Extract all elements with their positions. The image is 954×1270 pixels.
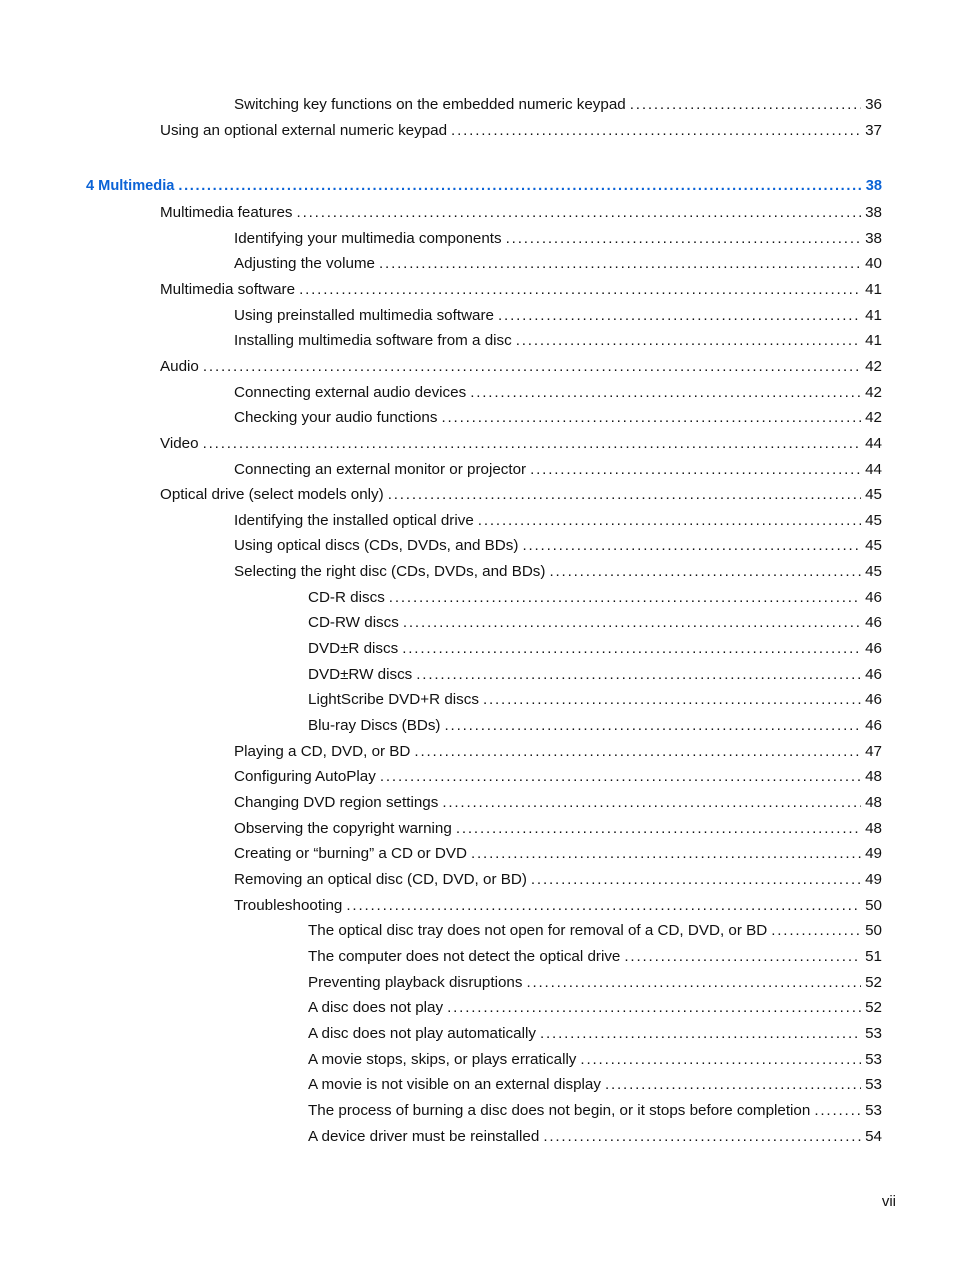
toc-entry-page: 37 [865,122,882,139]
toc-entry-title: Identifying your multimedia components [234,229,506,249]
toc-entry[interactable] [234,870,882,890]
toc-entry[interactable] [234,562,882,582]
toc-entry-page: 46 [865,640,882,657]
dot-leader [605,1075,861,1095]
toc-entry-title: Installing multimedia software from a disc [234,331,516,351]
dot-leader [297,203,862,223]
toc-entry-page: 38 [865,204,882,221]
toc-entry-page: 52 [865,999,882,1016]
toc-entry[interactable] [308,588,882,608]
toc-entry[interactable] [308,998,882,1018]
dot-leader [516,331,861,351]
dot-leader [526,973,861,993]
toc-entry-title: Configuring AutoPlay [234,767,380,787]
toc-entry[interactable] [308,1024,882,1044]
dot-leader [442,793,861,813]
toc-entry-title: Using preinstalled multimedia software [234,306,498,326]
dot-leader [447,998,861,1018]
toc-entry-page: 53 [865,1102,882,1119]
dot-leader [389,588,861,608]
toc-entry-title: DVD±RW discs [308,665,416,685]
toc-entry-title: Multimedia features [160,203,297,223]
toc-entry[interactable] [234,536,882,556]
dot-leader [444,716,861,736]
toc-entry-title: Switching key functions on the embedded numeric keypad [234,95,630,115]
toc-entry[interactable] [308,665,882,685]
toc-entry-title: 4 Multimedia [86,176,178,196]
toc-entry-page: 46 [865,717,882,734]
toc-entry-title: Using optical discs (CDs, DVDs, and BDs) [234,536,522,556]
toc-entry[interactable] [234,331,882,351]
toc-entry[interactable] [308,1075,882,1095]
toc-entry-title: Multimedia software [160,280,299,300]
dot-leader [299,280,861,300]
dot-leader [498,306,861,326]
toc-entry-page: 44 [865,461,882,478]
toc-entry-title: CD-R discs [308,588,389,608]
toc-entry[interactable] [160,280,882,300]
dot-leader [203,357,861,377]
toc-entry-title: Removing an optical disc (CD, DVD, or BD) [234,870,531,890]
toc-entry-title: Selecting the right disc (CDs, DVDs, and BDs) [234,562,549,582]
toc-entry[interactable] [160,434,882,454]
dot-leader [346,896,861,916]
toc-entry[interactable] [234,254,882,274]
toc-entry[interactable] [160,121,882,141]
toc-entry[interactable] [234,819,882,839]
toc-chapter-entry[interactable] [86,176,882,196]
dot-leader [624,947,861,967]
dot-leader [470,383,861,403]
dot-leader [540,1024,861,1044]
dot-leader [388,485,861,505]
toc-entry[interactable] [308,1050,882,1070]
toc-entry-page: 46 [865,666,882,683]
dot-leader [441,408,861,428]
toc-entry-title: Observing the copyright warning [234,819,456,839]
toc-entry-title: Blu-ray Discs (BDs) [308,716,444,736]
toc-entry-title: Preventing playback disruptions [308,973,526,993]
toc-entry-page: 42 [865,358,882,375]
toc-entry-page: 51 [865,948,882,965]
toc-entry[interactable] [234,742,882,762]
dot-leader [506,229,861,249]
toc-entry-page: 53 [865,1076,882,1093]
toc-entry[interactable] [234,95,882,115]
dot-leader [814,1101,861,1121]
toc-entry[interactable] [308,947,882,967]
toc-entry-page: 46 [865,691,882,708]
toc-entry-title: CD-RW discs [308,613,403,633]
toc-entry-page: 38 [865,178,882,194]
toc-entry-page: 41 [865,281,882,298]
toc-entry-title: A disc does not play automatically [308,1024,540,1044]
toc-entry-title: LightScribe DVD+R discs [308,690,483,710]
toc-entry-page: 53 [865,1051,882,1068]
toc-entry-title: DVD±R discs [308,639,402,659]
toc-entry-title: A disc does not play [308,998,447,1018]
toc-entry[interactable] [234,229,882,249]
toc-entry-page: 45 [865,537,882,554]
toc-entry-title: Adjusting the volume [234,254,379,274]
toc-entry[interactable] [160,203,882,223]
toc-entry[interactable] [308,1127,882,1147]
toc-entry-page: 44 [865,435,882,452]
toc-entry[interactable] [234,767,882,787]
dot-leader [414,742,861,762]
toc-entry[interactable] [308,639,882,659]
toc-entry-page: 42 [865,409,882,426]
dot-leader [630,95,861,115]
toc-entry[interactable] [234,306,882,326]
toc-entry-page: 48 [865,768,882,785]
toc-entry[interactable] [234,793,882,813]
dot-leader [178,176,861,196]
toc-entry[interactable] [308,1101,882,1121]
dot-leader [203,434,862,454]
toc-entry-page: 47 [865,743,882,760]
toc-entry[interactable] [234,408,882,428]
toc-entry[interactable] [234,896,882,916]
toc-entry-page: 48 [865,794,882,811]
dot-leader [456,819,861,839]
toc-entry-page: 50 [865,897,882,914]
toc-entry-page: 46 [865,614,882,631]
toc-entry[interactable] [308,613,882,633]
toc-entry-title: The optical disc tray does not open for removal of a CD, DVD, or BD [308,921,771,941]
toc-entry-page: 49 [865,845,882,862]
toc-entry-title: Video [160,434,203,454]
dot-leader [483,690,861,710]
toc-entry-title: Optical drive (select models only) [160,485,388,505]
dot-leader [379,254,861,274]
toc-entry-page: 41 [865,332,882,349]
toc-entry-title: Troubleshooting [234,896,346,916]
dot-leader [771,921,861,941]
toc-entry-page: 42 [865,384,882,401]
toc-entry-page: 50 [865,922,882,939]
toc-entry-title: The computer does not detect the optical drive [308,947,624,967]
toc-entry-page: 46 [865,589,882,606]
dot-leader [549,562,861,582]
toc-entry[interactable] [308,973,882,993]
toc-entry-title: Changing DVD region settings [234,793,442,813]
toc-entry-title: Playing a CD, DVD, or BD [234,742,414,762]
toc-entry[interactable] [234,383,882,403]
toc-entry-page: 54 [865,1128,882,1145]
toc-entry[interactable] [308,690,882,710]
dot-leader [531,870,861,890]
toc-entry-page: 38 [865,230,882,247]
toc-entry-page: 52 [865,974,882,991]
dot-leader [416,665,861,685]
page-number: vii [881,1193,896,1210]
toc-entry-title: Identifying the installed optical drive [234,511,478,531]
dot-leader [380,767,861,787]
dot-leader [522,536,861,556]
toc-entry-title: Using an optional external numeric keypad [160,121,451,141]
dot-leader [471,844,861,864]
toc-entry[interactable] [234,511,882,531]
toc-entry[interactable] [308,921,882,941]
toc-entry-title: Connecting an external monitor or projector [234,460,530,480]
toc-entry-title: A movie stops, skips, or plays erratically [308,1050,580,1070]
toc-entry[interactable] [234,460,882,480]
toc-entry-page: 40 [865,255,882,272]
toc-entry[interactable] [234,844,882,864]
toc-entry-title: Connecting external audio devices [234,383,470,403]
toc-entry-page: 41 [865,307,882,324]
dot-leader [451,121,861,141]
dot-leader [403,613,861,633]
dot-leader [580,1050,861,1070]
toc-entry-page: 53 [865,1025,882,1042]
toc-entry-page: 49 [865,871,882,888]
toc-entry-title: A movie is not visible on an external display [308,1075,605,1095]
toc-entry-page: 45 [865,563,882,580]
toc-entry-page: 48 [865,820,882,837]
toc-entry-title: Creating or “burning” a CD or DVD [234,844,471,864]
toc-entry-page: 45 [865,486,882,503]
dot-leader [402,639,861,659]
toc-entry-page: 36 [865,96,882,113]
toc-entry-title: Checking your audio functions [234,408,441,428]
toc-entry-title: Audio [160,357,203,377]
toc-entry-page: 45 [865,512,882,529]
dot-leader [543,1127,861,1147]
dot-leader [530,460,861,480]
toc-entry[interactable] [308,716,882,736]
toc-entry-title: The process of burning a disc does not begin, or it stops before completion [308,1101,814,1121]
toc-entry-title: A device driver must be reinstalled [308,1127,543,1147]
dot-leader [478,511,861,531]
toc-entry[interactable] [160,357,882,377]
toc-entry[interactable] [160,485,882,505]
